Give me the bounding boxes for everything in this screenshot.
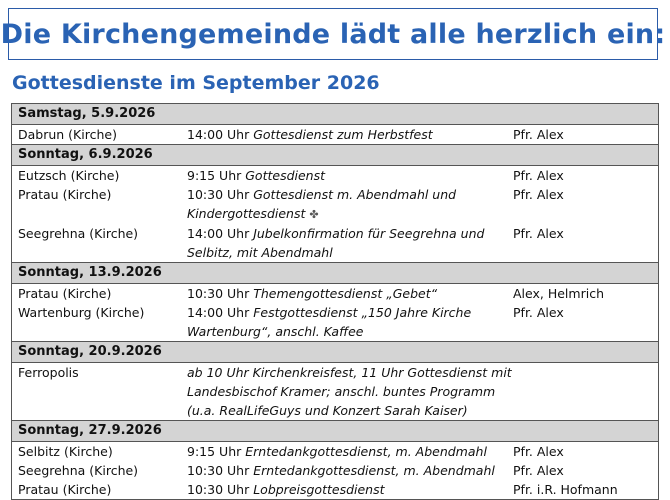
service-pastor: Pfr. Alex bbox=[513, 463, 564, 478]
service-row bbox=[12, 442, 658, 461]
section-title: Gottesdienste im September 2026 bbox=[12, 72, 380, 94]
service-title: Kindergottesdienst bbox=[187, 206, 306, 221]
description-line bbox=[187, 166, 509, 185]
service-time: 10:30 Uhr bbox=[187, 482, 250, 497]
day-block bbox=[12, 420, 658, 499]
day-block bbox=[12, 262, 658, 341]
description-line bbox=[187, 204, 509, 224]
service-row bbox=[12, 185, 658, 224]
service-description bbox=[187, 125, 509, 144]
service-title: ab 10 Uhr Kirchenkreisfest, 11 Uhr Gottesdienst mit bbox=[187, 365, 512, 380]
description-line bbox=[187, 185, 509, 204]
description-line bbox=[187, 480, 509, 499]
day-header: Sonntag, 27.9.2026 bbox=[12, 421, 658, 442]
day-header: Sonntag, 20.9.2026 bbox=[12, 342, 658, 363]
service-row bbox=[12, 461, 658, 480]
service-location: Dabrun (Kirche) bbox=[18, 127, 117, 142]
service-location: Selbitz (Kirche) bbox=[18, 444, 113, 459]
description-line bbox=[187, 243, 509, 262]
description-line bbox=[187, 442, 509, 461]
service-location: Pratau (Kirche) bbox=[18, 286, 112, 301]
service-pastor: Pfr. i.R. Hofmann bbox=[513, 482, 618, 497]
service-description bbox=[187, 185, 509, 224]
description-line bbox=[187, 461, 509, 480]
service-pastor: Pfr. Alex bbox=[513, 305, 564, 320]
service-schedule-table bbox=[11, 103, 659, 500]
description-line bbox=[187, 382, 509, 401]
service-title: (u.a. RealLifeGuys und Konzert Sarah Kaiser) bbox=[187, 403, 468, 418]
service-location: Seegrehna (Kirche) bbox=[18, 226, 139, 241]
service-description bbox=[187, 442, 509, 461]
header-banner bbox=[0, 8, 666, 60]
service-pastor: Pfr. Alex bbox=[513, 444, 564, 459]
description-line bbox=[187, 401, 509, 420]
service-title: Selbitz, mit Abendmahl bbox=[187, 245, 333, 260]
description-line bbox=[187, 125, 509, 144]
day-block bbox=[12, 341, 658, 420]
service-time: 9:15 Uhr bbox=[187, 444, 242, 459]
service-title: Lobpreisgottesdienst bbox=[253, 482, 385, 497]
service-pastor: Alex, Helmrich bbox=[513, 286, 604, 301]
service-location: Eutzsch (Kirche) bbox=[18, 168, 120, 183]
service-time: 10:30 Uhr bbox=[187, 463, 250, 478]
service-location: Pratau (Kirche) bbox=[18, 482, 112, 497]
service-description bbox=[187, 166, 509, 185]
service-title: Festgottesdienst „150 Jahre Kirche bbox=[253, 305, 472, 320]
service-location: Seegrehna (Kirche) bbox=[18, 463, 139, 478]
service-title: Themengottesdienst „Gebet“ bbox=[253, 286, 438, 301]
service-time: 14:00 Uhr bbox=[187, 226, 250, 241]
description-line bbox=[187, 322, 509, 341]
service-description bbox=[187, 363, 512, 420]
service-row bbox=[12, 363, 658, 420]
service-time: 10:30 Uhr bbox=[187, 286, 250, 301]
dove-icon: ✤ bbox=[309, 208, 319, 221]
description-line bbox=[187, 303, 509, 322]
service-row bbox=[12, 303, 658, 341]
service-title: Erntedankgottesdienst, m. Abendmahl bbox=[253, 463, 495, 478]
service-title: Jubelkonfirmation für Seegrehna und bbox=[253, 226, 485, 241]
service-title: Gottesdienst bbox=[245, 168, 326, 183]
service-time: 10:30 Uhr bbox=[187, 187, 250, 202]
service-time: 14:00 Uhr bbox=[187, 305, 250, 320]
service-description bbox=[187, 480, 509, 499]
service-title: Gottesdienst m. Abendmahl und bbox=[253, 187, 457, 202]
service-row bbox=[12, 125, 658, 144]
service-description bbox=[187, 224, 509, 262]
day-block bbox=[12, 144, 658, 262]
banner-title: Die Kirchengemeinde lädt alle herzlich ein: bbox=[0, 18, 666, 50]
service-time: 9:15 Uhr bbox=[187, 168, 242, 183]
day-header: Samstag, 5.9.2026 bbox=[12, 104, 658, 125]
service-location: Pratau (Kirche) bbox=[18, 187, 112, 202]
service-time: 14:00 Uhr bbox=[187, 127, 250, 142]
service-location: Wartenburg (Kirche) bbox=[18, 305, 145, 320]
service-title: Erntedankgottesdienst, m. Abendmahl bbox=[245, 444, 487, 459]
service-pastor: Pfr. Alex bbox=[513, 127, 564, 142]
service-pastor bbox=[509, 363, 658, 420]
service-row bbox=[12, 224, 658, 262]
service-pastor: Pfr. Alex bbox=[513, 168, 564, 183]
service-pastor: Pfr. Alex bbox=[513, 187, 564, 202]
service-row bbox=[12, 284, 658, 303]
service-title: Gottesdienst zum Herbstfest bbox=[253, 127, 433, 142]
service-pastor: Pfr. Alex bbox=[513, 226, 564, 241]
service-title: Wartenburg“, anschl. Kaffee bbox=[187, 324, 364, 339]
description-line bbox=[187, 363, 512, 382]
day-header: Sonntag, 13.9.2026 bbox=[12, 263, 658, 284]
service-description bbox=[187, 284, 509, 303]
service-title: Landesbischof Kramer; anschl. buntes Programm bbox=[187, 384, 496, 399]
description-line bbox=[187, 284, 509, 303]
service-location: Ferropolis bbox=[18, 365, 79, 380]
day-block bbox=[12, 104, 658, 144]
day-header: Sonntag, 6.9.2026 bbox=[12, 145, 658, 166]
service-description bbox=[187, 303, 509, 341]
description-line bbox=[187, 224, 509, 243]
service-row bbox=[12, 166, 658, 185]
service-description bbox=[187, 461, 509, 480]
service-row bbox=[12, 480, 658, 499]
